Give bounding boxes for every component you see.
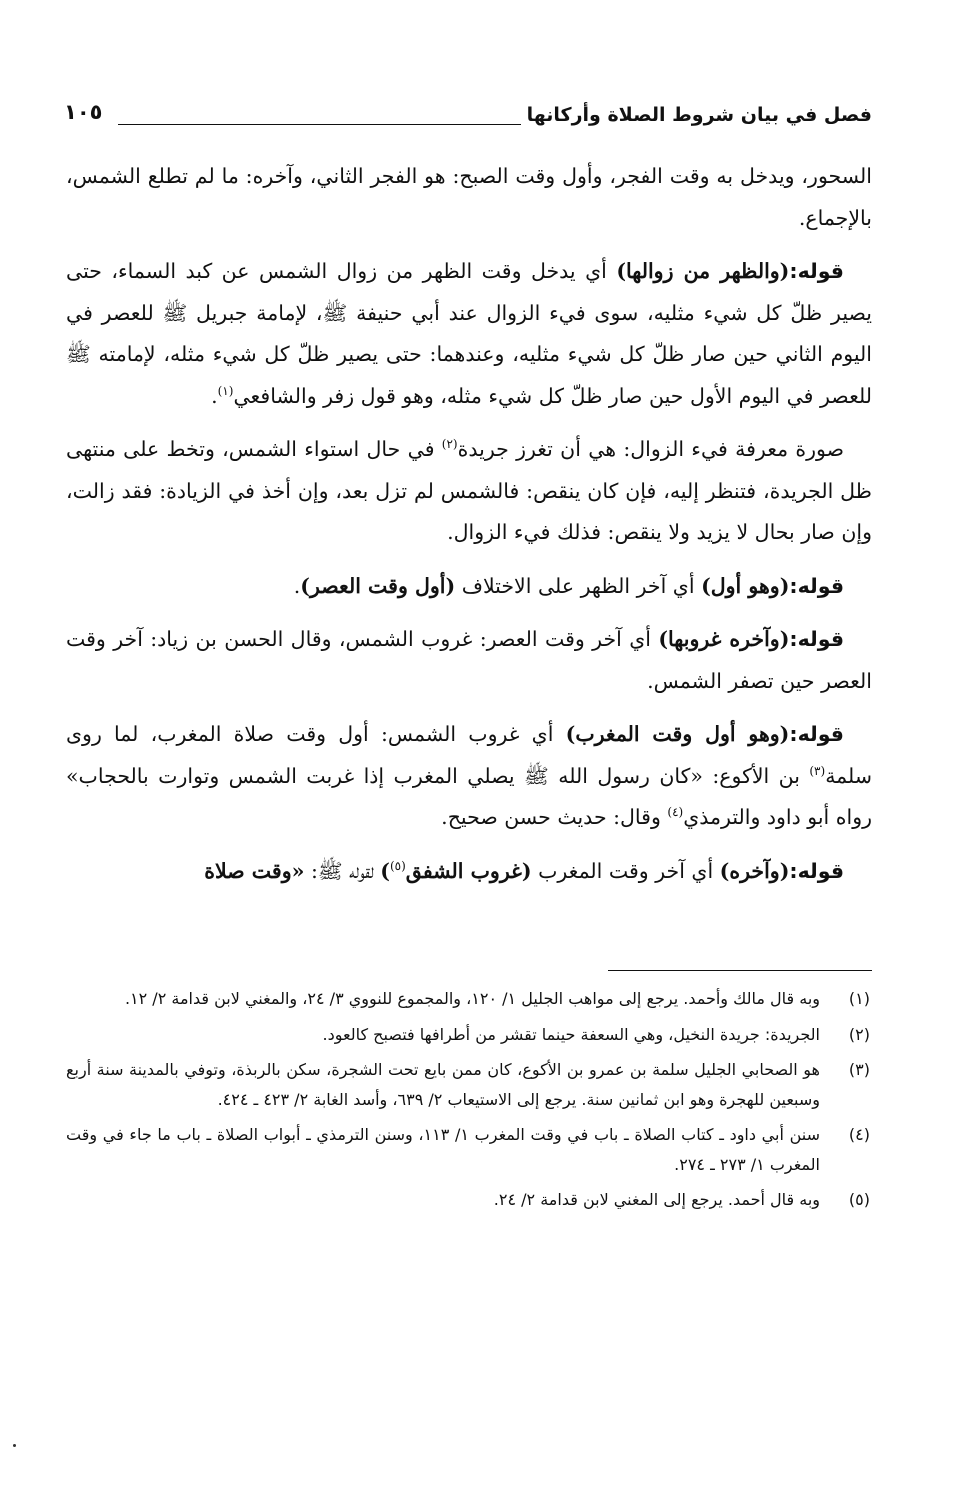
footnote-ref: (٣) xyxy=(809,763,826,778)
paragraph-1 xyxy=(66,156,872,239)
footnote xyxy=(66,1055,872,1114)
footnote-number: (٣) xyxy=(848,1060,870,1079)
footnote-text: الجريدة: جريدة النخيل، وهي السعفة حينما تقشر من أطرافها فتصبح كالعود. xyxy=(322,1024,820,1044)
footnote xyxy=(66,984,872,1014)
paragraph-text: بن الأكوع: «كان رسول الله ﷺ يصلي المغرب إذا غربت الشمس وتوارت بالحجاب» رواه أبو داود والترمذي xyxy=(66,763,872,829)
page-number: ١٠٥ xyxy=(64,100,108,124)
header-rule xyxy=(118,124,552,125)
footnote-separator xyxy=(608,970,872,971)
footnote-text: هو الصحابي الجليل سلمة بن عمرو بن الأكوع، كان ممن بايع تحت الشجرة، سكن بالربذة، وتوفي بالمدينة سنة أربع وسبعين للهجرة وهو ابن ثمانين سنة. يرجع إلى الاستيعاب ٢/ ٦٣٩، وأسد الغابة ٢/ ٤٢٣ ـ ٤٢٤. xyxy=(66,1060,820,1109)
paragraph-text: السحور، ويدخل به وقت الفجر، وأول وقت الصبح: هو الفجر الثاني، وآخره: ما لم تطلع الشمس، بالإجماع. xyxy=(66,164,872,230)
footnote-text: وبه قال أحمد. يرجع إلى المغني لابن قدامة ٢/ ٢٤. xyxy=(493,1190,820,1209)
qawl-label: قوله: xyxy=(789,858,844,883)
footnote-number: (١) xyxy=(848,989,870,1008)
footnote-ref: (٤) xyxy=(667,805,684,820)
paragraph-text: . xyxy=(293,573,301,598)
paragraph-2 xyxy=(66,251,872,417)
paragraph-text: . xyxy=(211,383,218,408)
footnotes xyxy=(66,984,872,1221)
footnote-number: (٤) xyxy=(848,1125,870,1144)
paragraph-7 xyxy=(66,851,872,893)
paragraph-text: أي آخر الظهر على الاختلاف xyxy=(455,573,702,598)
qawl-label: قوله: xyxy=(789,722,844,746)
footnote-text: وبه قال مالك وأحمد. يرجع إلى مواهب الجليل ١/ ١٢٠، والمجموع للنووي ٣/ ٢٤، والمغني لابن قدامة ٢/ ١٢. xyxy=(124,989,820,1008)
page-header xyxy=(64,100,872,136)
paragraph-text: أي آخر وقت المغرب xyxy=(531,858,720,883)
scan-speck xyxy=(13,1444,16,1447)
main-text xyxy=(66,156,872,904)
matn-quote: (وهو أول) xyxy=(701,573,790,598)
paragraph-4 xyxy=(66,566,872,608)
matn-quote: (غروب الشفق xyxy=(405,858,532,883)
matn-quote: (أول وقت العصر) xyxy=(300,573,456,598)
running-title: فصل في بيان شروط الصلاة وأركانها xyxy=(521,104,872,126)
footnote xyxy=(66,1020,872,1050)
footnote-text: سنن أبي داود ـ كتاب الصلاة ـ باب في وقت المغرب ١/ ١١٣، وسنن الترمذي ـ أبواب الصلاة ـ باب ما جاء في وقت المغرب ١/ ٢٧٣ ـ ٢٧٤. xyxy=(66,1125,820,1174)
matn-quote: (وآخره) xyxy=(719,858,790,883)
paragraph-text: صورة معرفة فيء الزوال: هي أن تغرز جريدة xyxy=(457,437,845,461)
footnote-ref: (٥) xyxy=(389,858,406,873)
paragraph-3 xyxy=(66,429,872,554)
qawl-label: قوله: xyxy=(789,627,845,651)
paragraph-6 xyxy=(66,714,872,839)
footnote-ref: (٢) xyxy=(441,437,458,452)
qawl-label: قوله: xyxy=(789,259,844,283)
paragraph-text: وقال: حديث حسن صحيح. xyxy=(441,805,668,829)
paragraph-5 xyxy=(66,619,872,702)
hadith-quote: «وقت صلاة xyxy=(204,858,305,883)
paragraph-text: أي يدخل وقت الظهر من زوال الشمس عن كبد السماء، حتى يصير ظلّ كل شيء مثليه، سوى فيء الزوال عند أبي حنيفة ﷺ، لإمامة جبريل ﷺ للعصر في اليوم الثاني حين صار ظلّ كل شيء مثليه، وعندهما: حتى يصير ظلّ كل شيء مثله، لإمامته ﷺ للعصر في اليوم الأول حين صار ظلّ كل شيء مثله، وهو قول زفر والشافعي xyxy=(66,259,872,408)
paragraph-text: في حال استواء الشمس، وتخط على منتهى ظل الجريدة، فتنظر إليه، فإن كان ينقص: فالشمس لم تزل بعد، وإن أخذ في الزيادة: فقد زالت، وإن صار بحال لا يزيد ولا ينقص: فذلك فيء الزوال. xyxy=(66,437,872,544)
matn-quote: (وآخره غروبها) xyxy=(658,627,790,651)
footnote-number: (٥) xyxy=(848,1190,870,1209)
matn-quote: ) xyxy=(380,858,390,883)
matn-quote: (والظهر من زوالها) xyxy=(616,259,790,283)
matn-quote: (وهو أول وقت المغرب) xyxy=(565,722,790,746)
paragraph-text: أي آخر وقت العصر: غروب الشمس، وقال الحسن بن زياد: آخر وقت العصر حين تصفر الشمس. xyxy=(66,627,872,693)
footnote-number: (٢) xyxy=(848,1024,870,1044)
footnote xyxy=(66,1185,872,1215)
footnote-ref: (١) xyxy=(217,383,234,398)
qawl-label: قوله: xyxy=(789,573,844,598)
paragraph-text: لقوله ﷺ: xyxy=(304,858,381,883)
footnote xyxy=(66,1120,872,1179)
paragraph-text: أي غروب الشمس: أول وقت صلاة المغرب، لما روى سلمة xyxy=(66,722,872,788)
